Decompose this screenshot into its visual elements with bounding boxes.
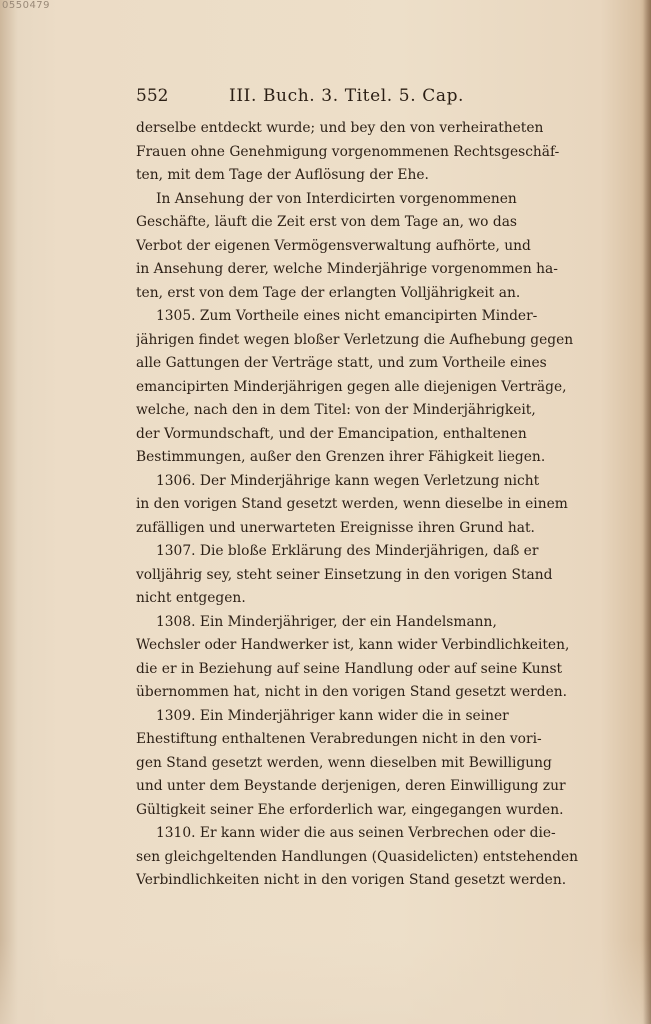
text-line: 1306. Der Minderjährige kann wegen Verletzung nicht xyxy=(156,472,540,489)
scan-id: 0550479 xyxy=(2,0,51,11)
text-line: Wechsler oder Handwerker ist, kann wider Verbindlichkeiten, xyxy=(136,637,570,653)
page-number: 552 xyxy=(136,86,169,106)
text-line: sen gleichgeltenden Handlungen (Quasidelicten) entstehenden xyxy=(136,848,579,865)
text-line: 1310. Er kann wider die aus seinen Verbrechen oder die- xyxy=(156,825,556,841)
text-line: alle Gattungen der Verträge statt, und zum Vortheile eines xyxy=(136,355,547,371)
text-line: derselbe entdeckt wurde; und bey den von verheiratheten xyxy=(136,120,544,136)
text-line: gen Stand gesetzt werden, wenn dieselben mit Bewilligung xyxy=(136,754,552,771)
text-line: Gültigkeit seiner Ehe erforderlich war, eingegangen wurden. xyxy=(136,801,564,818)
body-text xyxy=(136,117,582,893)
text-line: Frauen ohne Genehmigung vorgenommenen Rechtsgeschäf- xyxy=(136,143,560,160)
page-bottom-shade xyxy=(0,940,651,1024)
text-line: übernommen hat, nicht in den vorigen Stand gesetzt werden. xyxy=(136,684,568,700)
text-line: der Vormundschaft, und der Emancipation, enthaltenen xyxy=(136,425,527,442)
text-line: volljährig sey, steht seiner Einsetzung in den vorigen Stand xyxy=(136,566,553,583)
text-line: Verbot der eigenen Vermögensverwaltung aufhörte, und xyxy=(136,237,531,254)
running-title: III. Buch. 3. Titel. 5. Cap. xyxy=(229,86,465,106)
text-line: Ehestiftung enthaltenen Verabredungen nicht in den vori- xyxy=(136,731,542,747)
text-line: jährigen findet wegen bloßer Verletzung die Aufhebung gegen xyxy=(136,331,574,348)
text-line: und unter dem Beystande derjenigen, deren Einwilligung zur xyxy=(136,778,566,794)
text-line: zufälligen und unerwarteten Ereignisse ihren Grund hat. xyxy=(136,519,535,536)
text-line: emancipirten Minderjährigen gegen alle diejenigen Verträge, xyxy=(136,378,567,395)
text-line: 1308. Ein Minderjähriger, der ein Handelsmann, xyxy=(156,613,497,630)
text-line: nicht entgegen. xyxy=(136,590,246,606)
text-line: die er in Beziehung auf seine Handlung oder auf seine Kunst xyxy=(136,660,563,677)
text-line: in den vorigen Stand gesetzt werden, wenn dieselbe in einem xyxy=(136,496,568,512)
text-line: Bestimmungen, außer den Grenzen ihrer Fähigkeit liegen. xyxy=(136,449,546,465)
text-line: Geschäfte, läuft die Zeit erst von dem Tage an, wo das xyxy=(136,214,518,230)
text-line: ten, mit dem Tage der Auflösung der Ehe. xyxy=(136,167,429,183)
text-line: Verbindlichkeiten nicht in den vorigen Stand gesetzt werden. xyxy=(136,872,567,888)
text-line: In Ansehung der von Interdicirten vorgenommenen xyxy=(156,190,517,207)
page-header xyxy=(136,86,498,110)
text-line: in Ansehung derer, welche Minderjährige vorgenommen ha- xyxy=(136,261,558,277)
text-line: 1305. Zum Vortheile eines nicht emancipirten Minder- xyxy=(156,308,538,324)
text-line: 1307. Die bloße Erklärung des Minderjährigen, daß er xyxy=(156,543,539,559)
text-line: 1309. Ein Minderjähriger kann wider die in seiner xyxy=(156,707,509,724)
text-line: ten, erst von dem Tage der erlangten Volljährigkeit an. xyxy=(136,284,521,301)
text-line: welche, nach den in dem Titel: von der Minderjährigkeit, xyxy=(136,402,536,418)
